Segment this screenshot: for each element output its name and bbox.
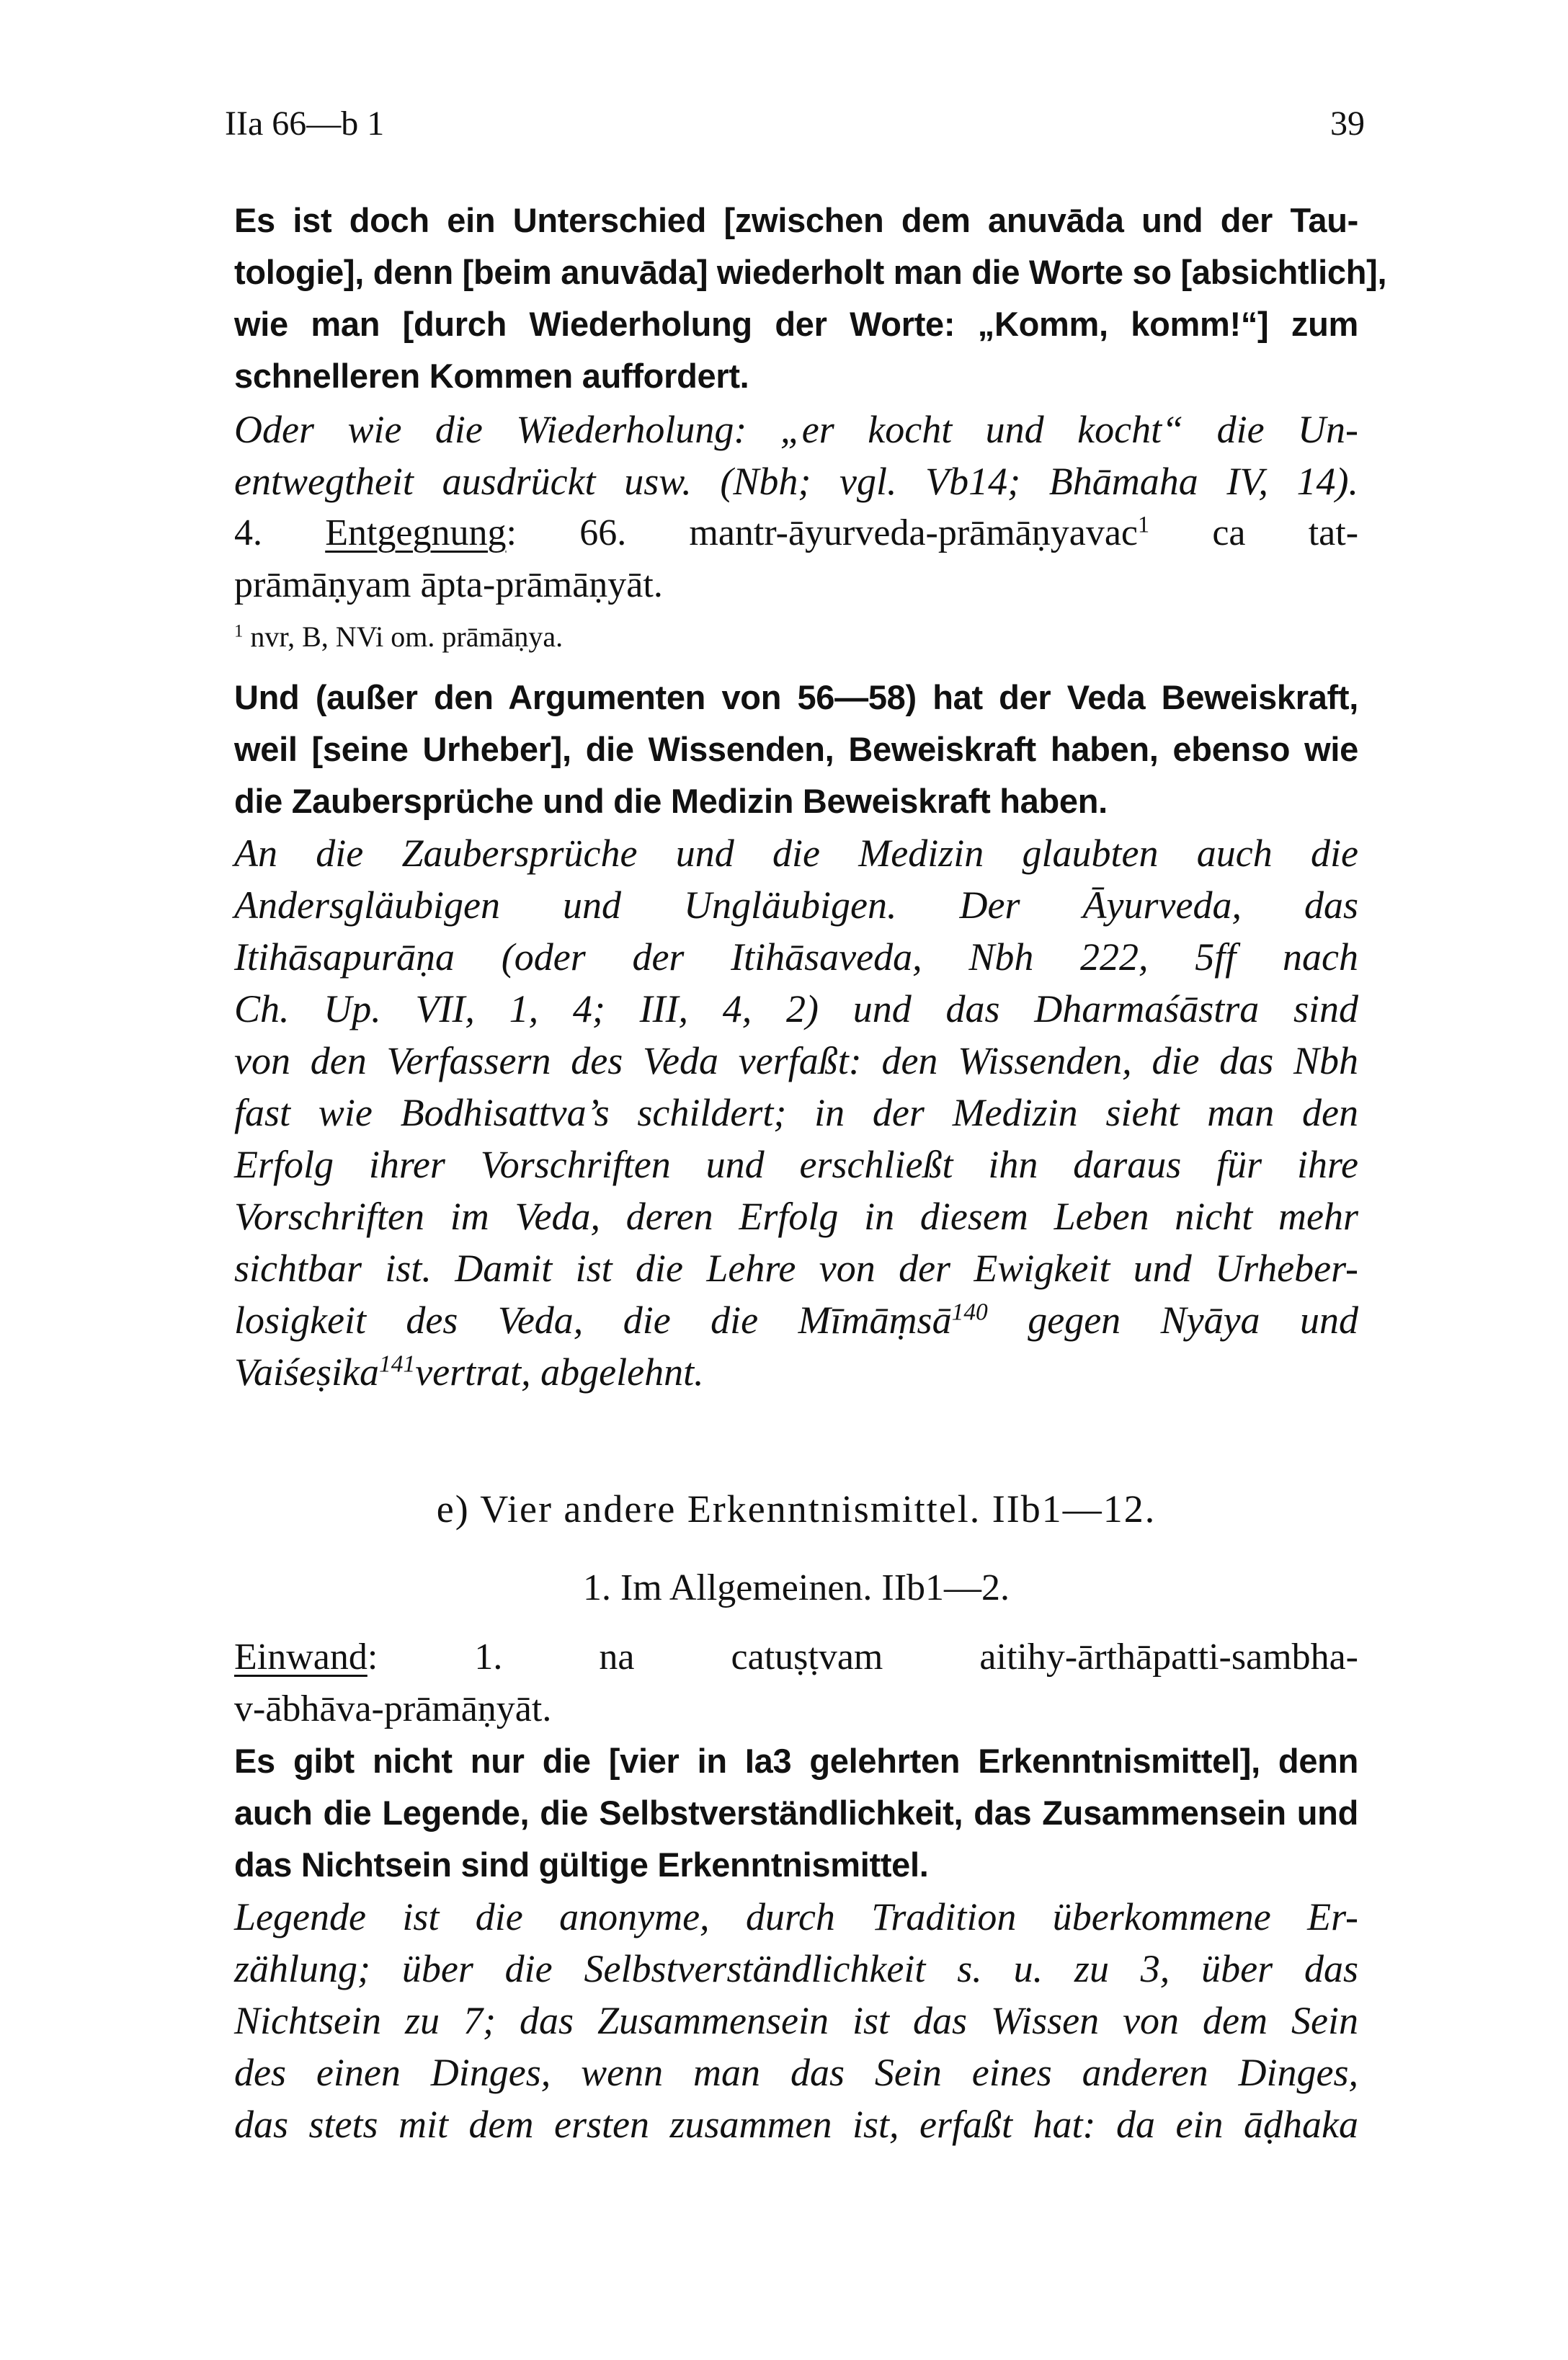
- sutra-number: 4.: [234, 512, 262, 553]
- label-colon: :: [367, 1637, 378, 1678]
- sutra-1: [234, 1631, 1358, 1735]
- footnote-marker: 1: [1138, 511, 1150, 538]
- page-number: 39: [1330, 104, 1365, 143]
- sutra-text-end: ca tat-: [1149, 512, 1359, 553]
- text-line: das Nichtsein sind gültige Erkenntnismittel.: [234, 1845, 929, 1884]
- text-line: des einen Dinges, wenn man das Sein eines anderen Dinges,: [234, 2051, 1358, 2094]
- sutra-text-line-2: v-ābhāva-prāmāṇyāt.: [234, 1688, 552, 1729]
- text-segment: Vaiśeṣika: [234, 1350, 379, 1394]
- text-segment: losigkeit des Veda, die die Mīmāṃsā: [234, 1299, 952, 1342]
- text-line: auch die Legende, die Selbstverständlichkeit, das Zusammensein und: [234, 1794, 1358, 1832]
- label-colon: :: [506, 512, 517, 553]
- text-line: An die Zaubersprüche und die Medizin glaubten auch die: [234, 832, 1358, 875]
- text-line: von den Verfassern des Veda verfaßt: den Wissenden, die das Nbh: [234, 1039, 1358, 1082]
- text-line: Ch. Up. VII, 1, 4; III, 4, 2) und das Dharmaśāstra sind: [234, 987, 1358, 1030]
- translation-paragraph-2: [234, 672, 1358, 827]
- sutra-text: 66. mantr-āyurveda-prāmāṇyavac: [579, 512, 1139, 553]
- text-line: Oder wie die Wiederholung: „er kocht und kocht“ die Un-: [234, 408, 1358, 451]
- footnote: [234, 611, 1358, 657]
- footnote-number: 1: [234, 621, 244, 641]
- text-line: Erfolg ihrer Vorschriften und erschließt ihn daraus für ihre: [234, 1143, 1358, 1186]
- sutra-66: [234, 507, 1358, 611]
- text-line: Es gibt nicht nur die [vier in Ia3 gelehrten Erkenntnismittel], denn: [234, 1742, 1358, 1780]
- text-line: tologie], denn [beim anuvāda] wiederholt man die Worte so [absichtlich],: [234, 253, 1387, 291]
- text-line: fast wie Bodhisattva’s schildert; in der Medizin sieht man den: [234, 1091, 1358, 1134]
- text-line: das stets mit dem ersten zusammen ist, erfaßt hat: da ein āḍhaka: [234, 2103, 1358, 2146]
- sutra-label: Entgegnung: [325, 512, 507, 553]
- text-line: Nichtsein zu 7; das Zusammensein ist das Wissen von dem Sein: [234, 1999, 1358, 2042]
- commentary-paragraph-2: [234, 827, 1358, 1398]
- text-line: Vorschriften im Veda, deren Erfolg in diesem Leben nicht mehr: [234, 1195, 1358, 1238]
- text-line: Legende ist die anonyme, durch Tradition überkommene Er-: [234, 1895, 1358, 1938]
- text-line: Andersgläubigen und Ungläubigen. Der Āyurveda, das: [234, 883, 1358, 927]
- commentary-paragraph-1: [234, 404, 1358, 507]
- text-segment: gegen Nyāya und: [987, 1299, 1358, 1342]
- text-line: schnelleren Kommen auffordert.: [234, 357, 749, 395]
- text-line: wie man [durch Wiederholung der Worte: „Komm, komm!“] zum: [234, 305, 1358, 343]
- commentary-paragraph-3: [234, 1891, 1358, 2150]
- text-line: weil [seine Urheber], die Wissenden, Beweiskraft haben, ebenso wie: [234, 730, 1358, 768]
- sutra-label: Einwand: [234, 1637, 368, 1678]
- subsection-heading-1: 1. Im Allgemeinen. IIb1—2.: [582, 1567, 1010, 1608]
- section-heading-e: e) Vier andere Erkenntnismittel. IIb1—12.: [436, 1487, 1157, 1531]
- text-line: Und (außer den Argumenten von 56—58) hat der Veda Beweiskraft,: [234, 678, 1358, 716]
- text-line: die Zaubersprüche und die Medizin Beweiskraft haben.: [234, 782, 1108, 820]
- endnote-marker: 140: [951, 1299, 988, 1326]
- text-line: zählung; über die Selbstverständlichkeit s. u. zu 3, über das: [234, 1947, 1358, 1990]
- footnote-text: nvr, B, NVi om. prāmāṇya.: [250, 620, 564, 653]
- endnote-marker: 141: [378, 1350, 416, 1378]
- text-line: entwegtheit ausdrückt usw. (Nbh; vgl. Vb14; Bhāmaha IV, 14).: [234, 460, 1358, 503]
- running-header-left: IIa 66—b 1: [225, 104, 385, 143]
- text-line: Itihāsapurāṇa (oder der Itihāsaveda, Nbh 222, 5ff nach: [234, 935, 1358, 979]
- text-line: sichtbar ist. Damit ist die Lehre von der Ewigkeit und Urheber-: [234, 1247, 1358, 1290]
- sutra-text-line-2: prāmāṇyam āpta-prāmāṇyāt.: [234, 564, 663, 605]
- translation-paragraph-1: [234, 195, 1387, 402]
- translation-paragraph-3: [234, 1735, 1358, 1891]
- text-line: Es ist doch ein Unterschied [zwischen dem anuvāda und der Tau-: [234, 201, 1358, 239]
- text-segment: vertrat, abgelehnt.: [415, 1350, 704, 1394]
- sutra-text: 1. na catuṣṭvam aitihy-ārthāpatti-sambha-: [378, 1637, 1358, 1678]
